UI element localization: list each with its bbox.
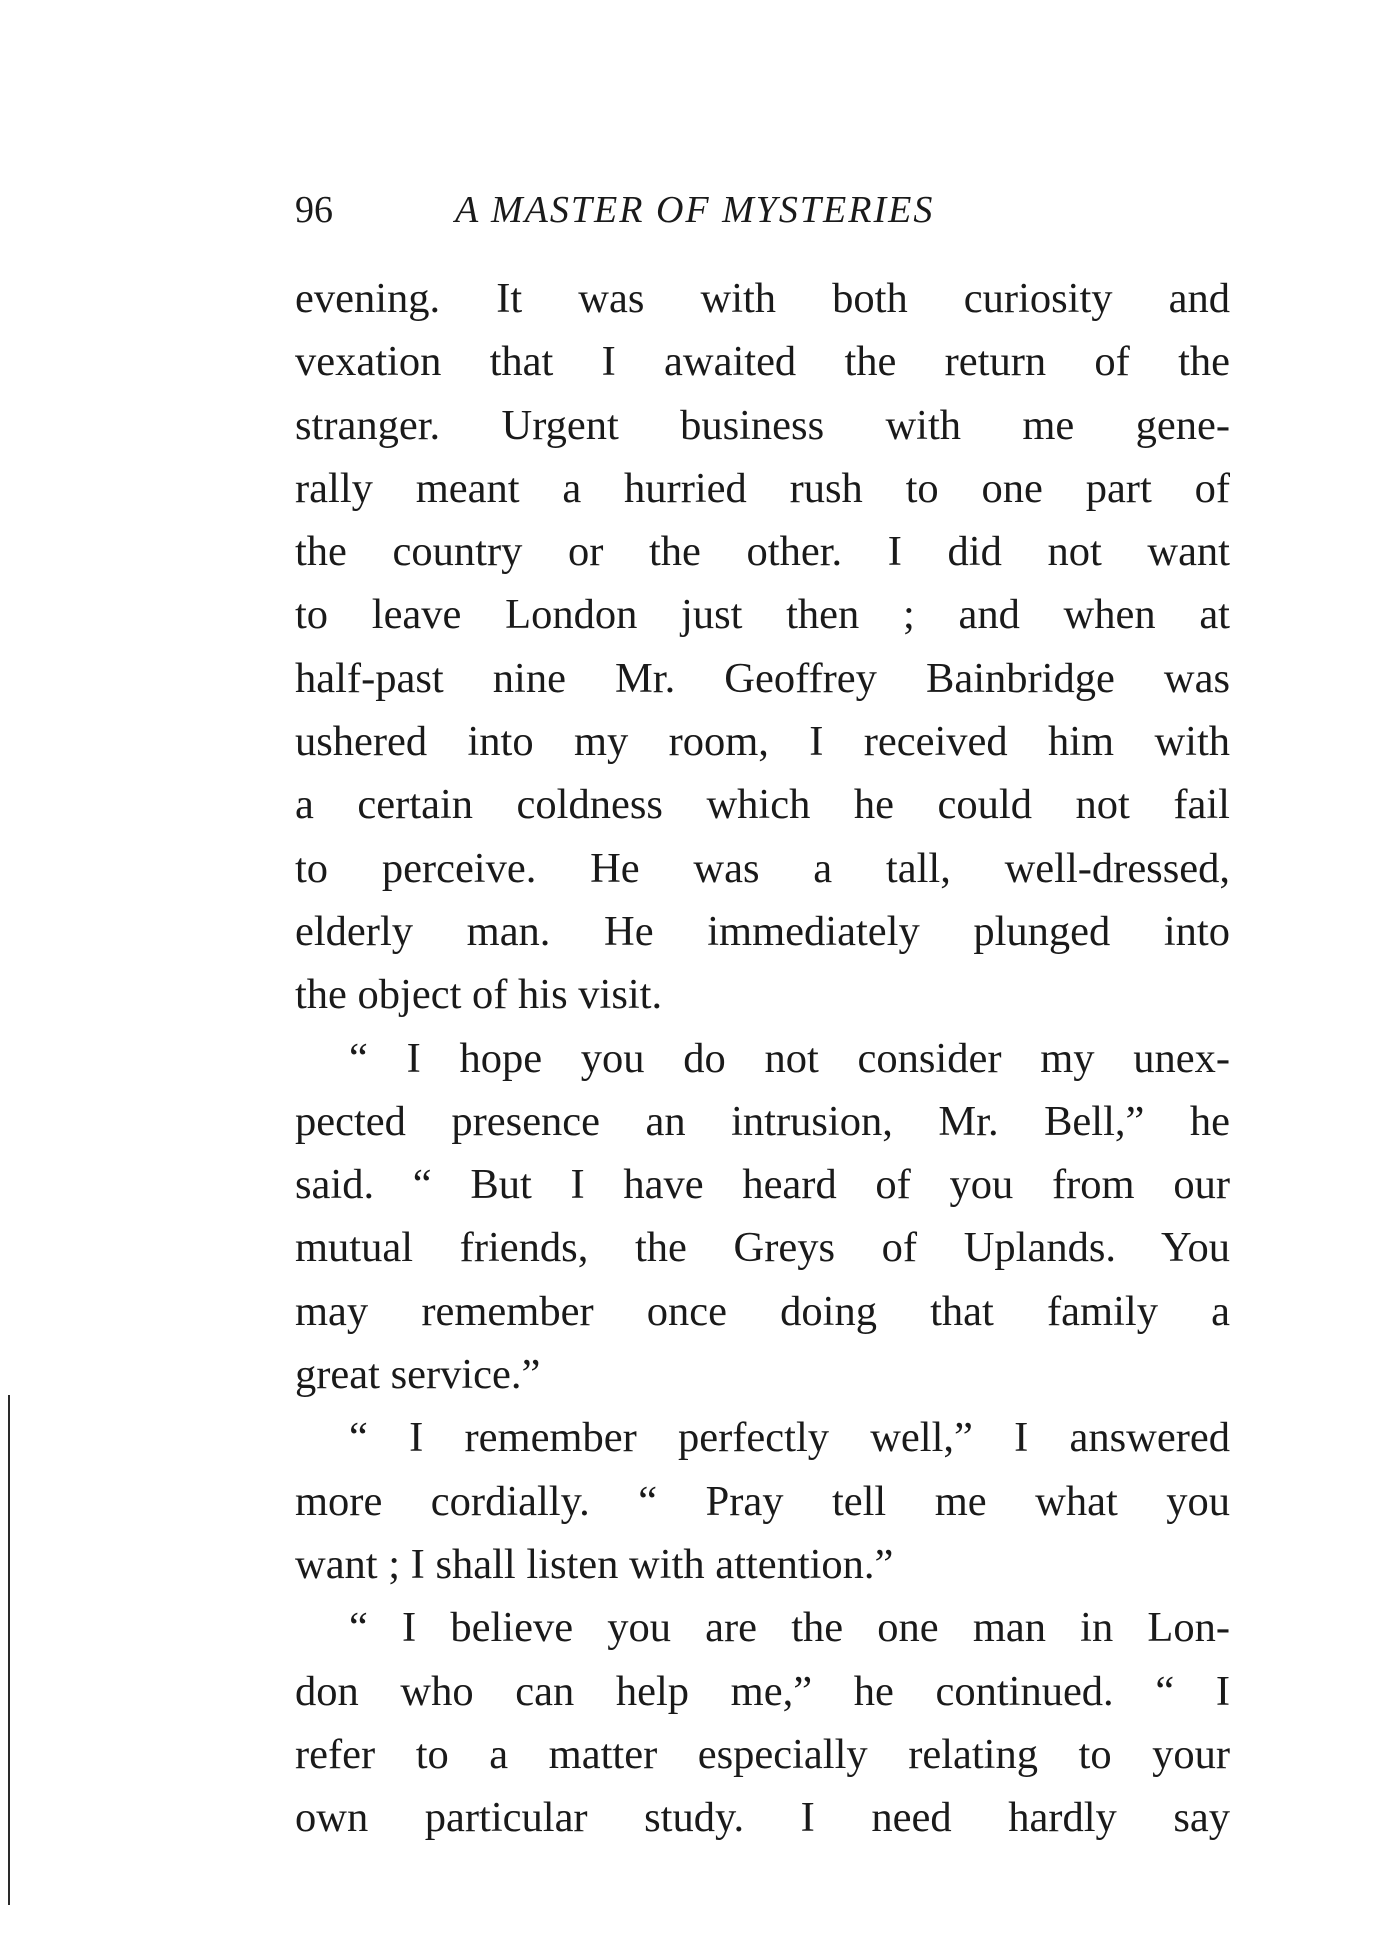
body-text (295, 267, 1230, 1849)
scan-margin-line (8, 1395, 10, 1905)
text-line: refer to a matter especially relating to your (295, 1730, 1230, 1778)
text-line: said. “ But I have heard of you from our (295, 1161, 1230, 1209)
text-line: great service.” (295, 1351, 541, 1399)
text-line: want ; I shall listen with attention.” (295, 1540, 894, 1588)
text-line: “ I remember perfectly well,” I answered (349, 1414, 1230, 1462)
text-line: “ I hope you do not consider my unex- (349, 1034, 1230, 1082)
text-line: vexation that I awaited the return of the (295, 338, 1230, 386)
page-header (295, 180, 1230, 240)
text-line: ushered into my room, I received him with (295, 718, 1230, 766)
text-line: to leave London just then ; and when at (295, 591, 1230, 639)
text-line: rally meant a hurried rush to one part of (295, 464, 1230, 512)
text-line: a certain coldness which he could not fail (295, 781, 1230, 829)
text-line: pected presence an intrusion, Mr. Bell,” he (295, 1097, 1230, 1145)
text-line: the country or the other. I did not want (295, 528, 1230, 576)
text-line: stranger. Urgent business with me gene- (295, 401, 1230, 449)
text-line: own particular study. I need hardly say (295, 1794, 1230, 1842)
text-line: don who can help me,” he continued. “ I (295, 1667, 1230, 1715)
text-line: “ I believe you are the one man in Lon- (349, 1604, 1230, 1652)
text-line: evening. It was with both curiosity and (295, 275, 1230, 322)
text-line: to perceive. He was a tall, well-dressed, (295, 844, 1230, 892)
text-line: half-past nine Mr. Geoffrey Bainbridge was (295, 654, 1230, 702)
text-line: elderly man. He immediately plunged into (295, 907, 1230, 955)
running-title: A MASTER OF MYSTERIES (455, 189, 935, 231)
text-line: mutual friends, the Greys of Uplands. You (295, 1224, 1230, 1272)
text-line: the object of his visit. (295, 971, 663, 1019)
page-number: 96 (295, 189, 333, 231)
text-line: may remember once doing that family a (295, 1287, 1230, 1335)
text-line: more cordially. “ Pray tell me what you (295, 1477, 1230, 1525)
